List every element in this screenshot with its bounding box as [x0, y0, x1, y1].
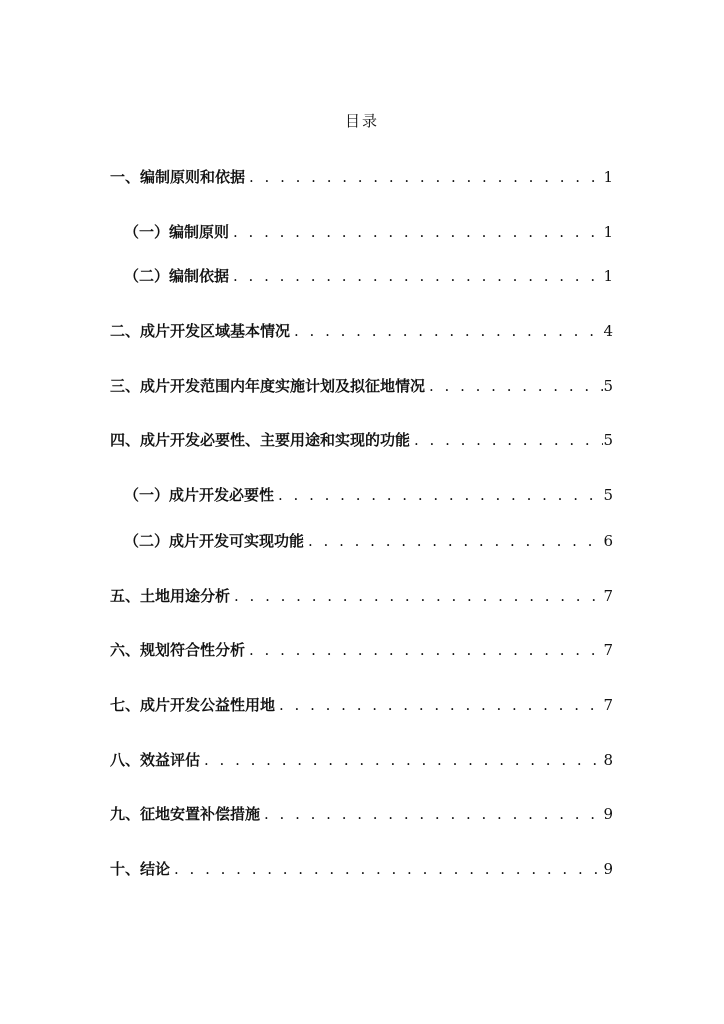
toc-leader-dots — [245, 165, 603, 189]
toc-entry[interactable] — [110, 693, 613, 717]
toc-entry-page: 7 — [603, 587, 613, 605]
toc-entry-label: 十、结论 — [110, 860, 171, 878]
toc-title: 目录 — [344, 112, 379, 130]
toc-entry-label: 四、成片开发必要性、主要用途和实现的功能 — [110, 431, 411, 449]
toc-entry-page: 6 — [603, 532, 613, 550]
toc-entry-page: 9 — [603, 805, 613, 823]
toc-entry[interactable] — [110, 584, 613, 608]
toc-entry[interactable] — [124, 529, 613, 553]
toc-entry-label: 七、成片开发公益性用地 — [110, 696, 276, 714]
toc-entry-label: （二）编制依据 — [124, 267, 230, 285]
toc-entry[interactable] — [110, 802, 613, 826]
toc-leader-dots — [170, 857, 603, 881]
toc-entry[interactable] — [124, 220, 613, 244]
toc-entry-page: 5 — [603, 486, 613, 504]
toc-entry-label: 八、效益评估 — [110, 751, 201, 769]
toc-leader-dots — [425, 374, 603, 398]
toc-leader-dots — [229, 220, 603, 244]
toc-leader-dots — [260, 802, 603, 826]
toc-entry-page: 1 — [603, 168, 613, 186]
toc-entry-label: （二）成片开发可实现功能 — [124, 532, 305, 550]
toc-entry-page: 8 — [603, 751, 613, 769]
toc-leader-dots — [275, 693, 603, 717]
toc-entry-label: 六、规划符合性分析 — [110, 641, 246, 659]
toc-entry-page: 5 — [603, 431, 613, 449]
toc-entry[interactable] — [124, 264, 613, 288]
toc-entry-label: 九、征地安置补偿措施 — [110, 805, 261, 823]
toc-entry[interactable] — [124, 483, 613, 507]
toc-entry[interactable] — [110, 857, 613, 881]
toc-leader-dots — [200, 748, 603, 772]
toc-entry-label: 二、成片开发区域基本情况 — [110, 322, 291, 340]
toc-entry-label: 三、成片开发范围内年度实施计划及拟征地情况 — [110, 377, 426, 395]
toc-entry-page: 5 — [603, 377, 613, 395]
toc-leader-dots — [304, 529, 603, 553]
toc-entry[interactable] — [110, 374, 613, 398]
toc-entry-page: 7 — [603, 641, 613, 659]
toc-leader-dots — [410, 428, 603, 452]
toc-entry-page: 7 — [603, 696, 613, 714]
toc-entry-label: 一、编制原则和依据 — [110, 168, 246, 186]
toc-entry-page: 4 — [603, 322, 613, 340]
toc-entry-label: （一）成片开发必要性 — [124, 486, 275, 504]
toc-leader-dots — [245, 638, 603, 662]
toc-entry-page: 1 — [603, 223, 613, 241]
toc-entry[interactable] — [110, 165, 613, 189]
toc-entry-label: （一）编制原则 — [124, 223, 230, 241]
toc-leader-dots — [290, 319, 603, 343]
toc-entry[interactable] — [110, 319, 613, 343]
toc-entry-page: 1 — [603, 267, 613, 285]
toc-entry[interactable] — [110, 748, 613, 772]
toc-leader-dots — [274, 483, 603, 507]
toc-entry[interactable] — [110, 428, 613, 452]
toc-leader-dots — [229, 264, 603, 288]
toc-entry-label: 五、土地用途分析 — [110, 587, 231, 605]
toc-entry-page: 9 — [603, 860, 613, 878]
toc-entry[interactable] — [110, 638, 613, 662]
toc-leader-dots — [230, 584, 603, 608]
